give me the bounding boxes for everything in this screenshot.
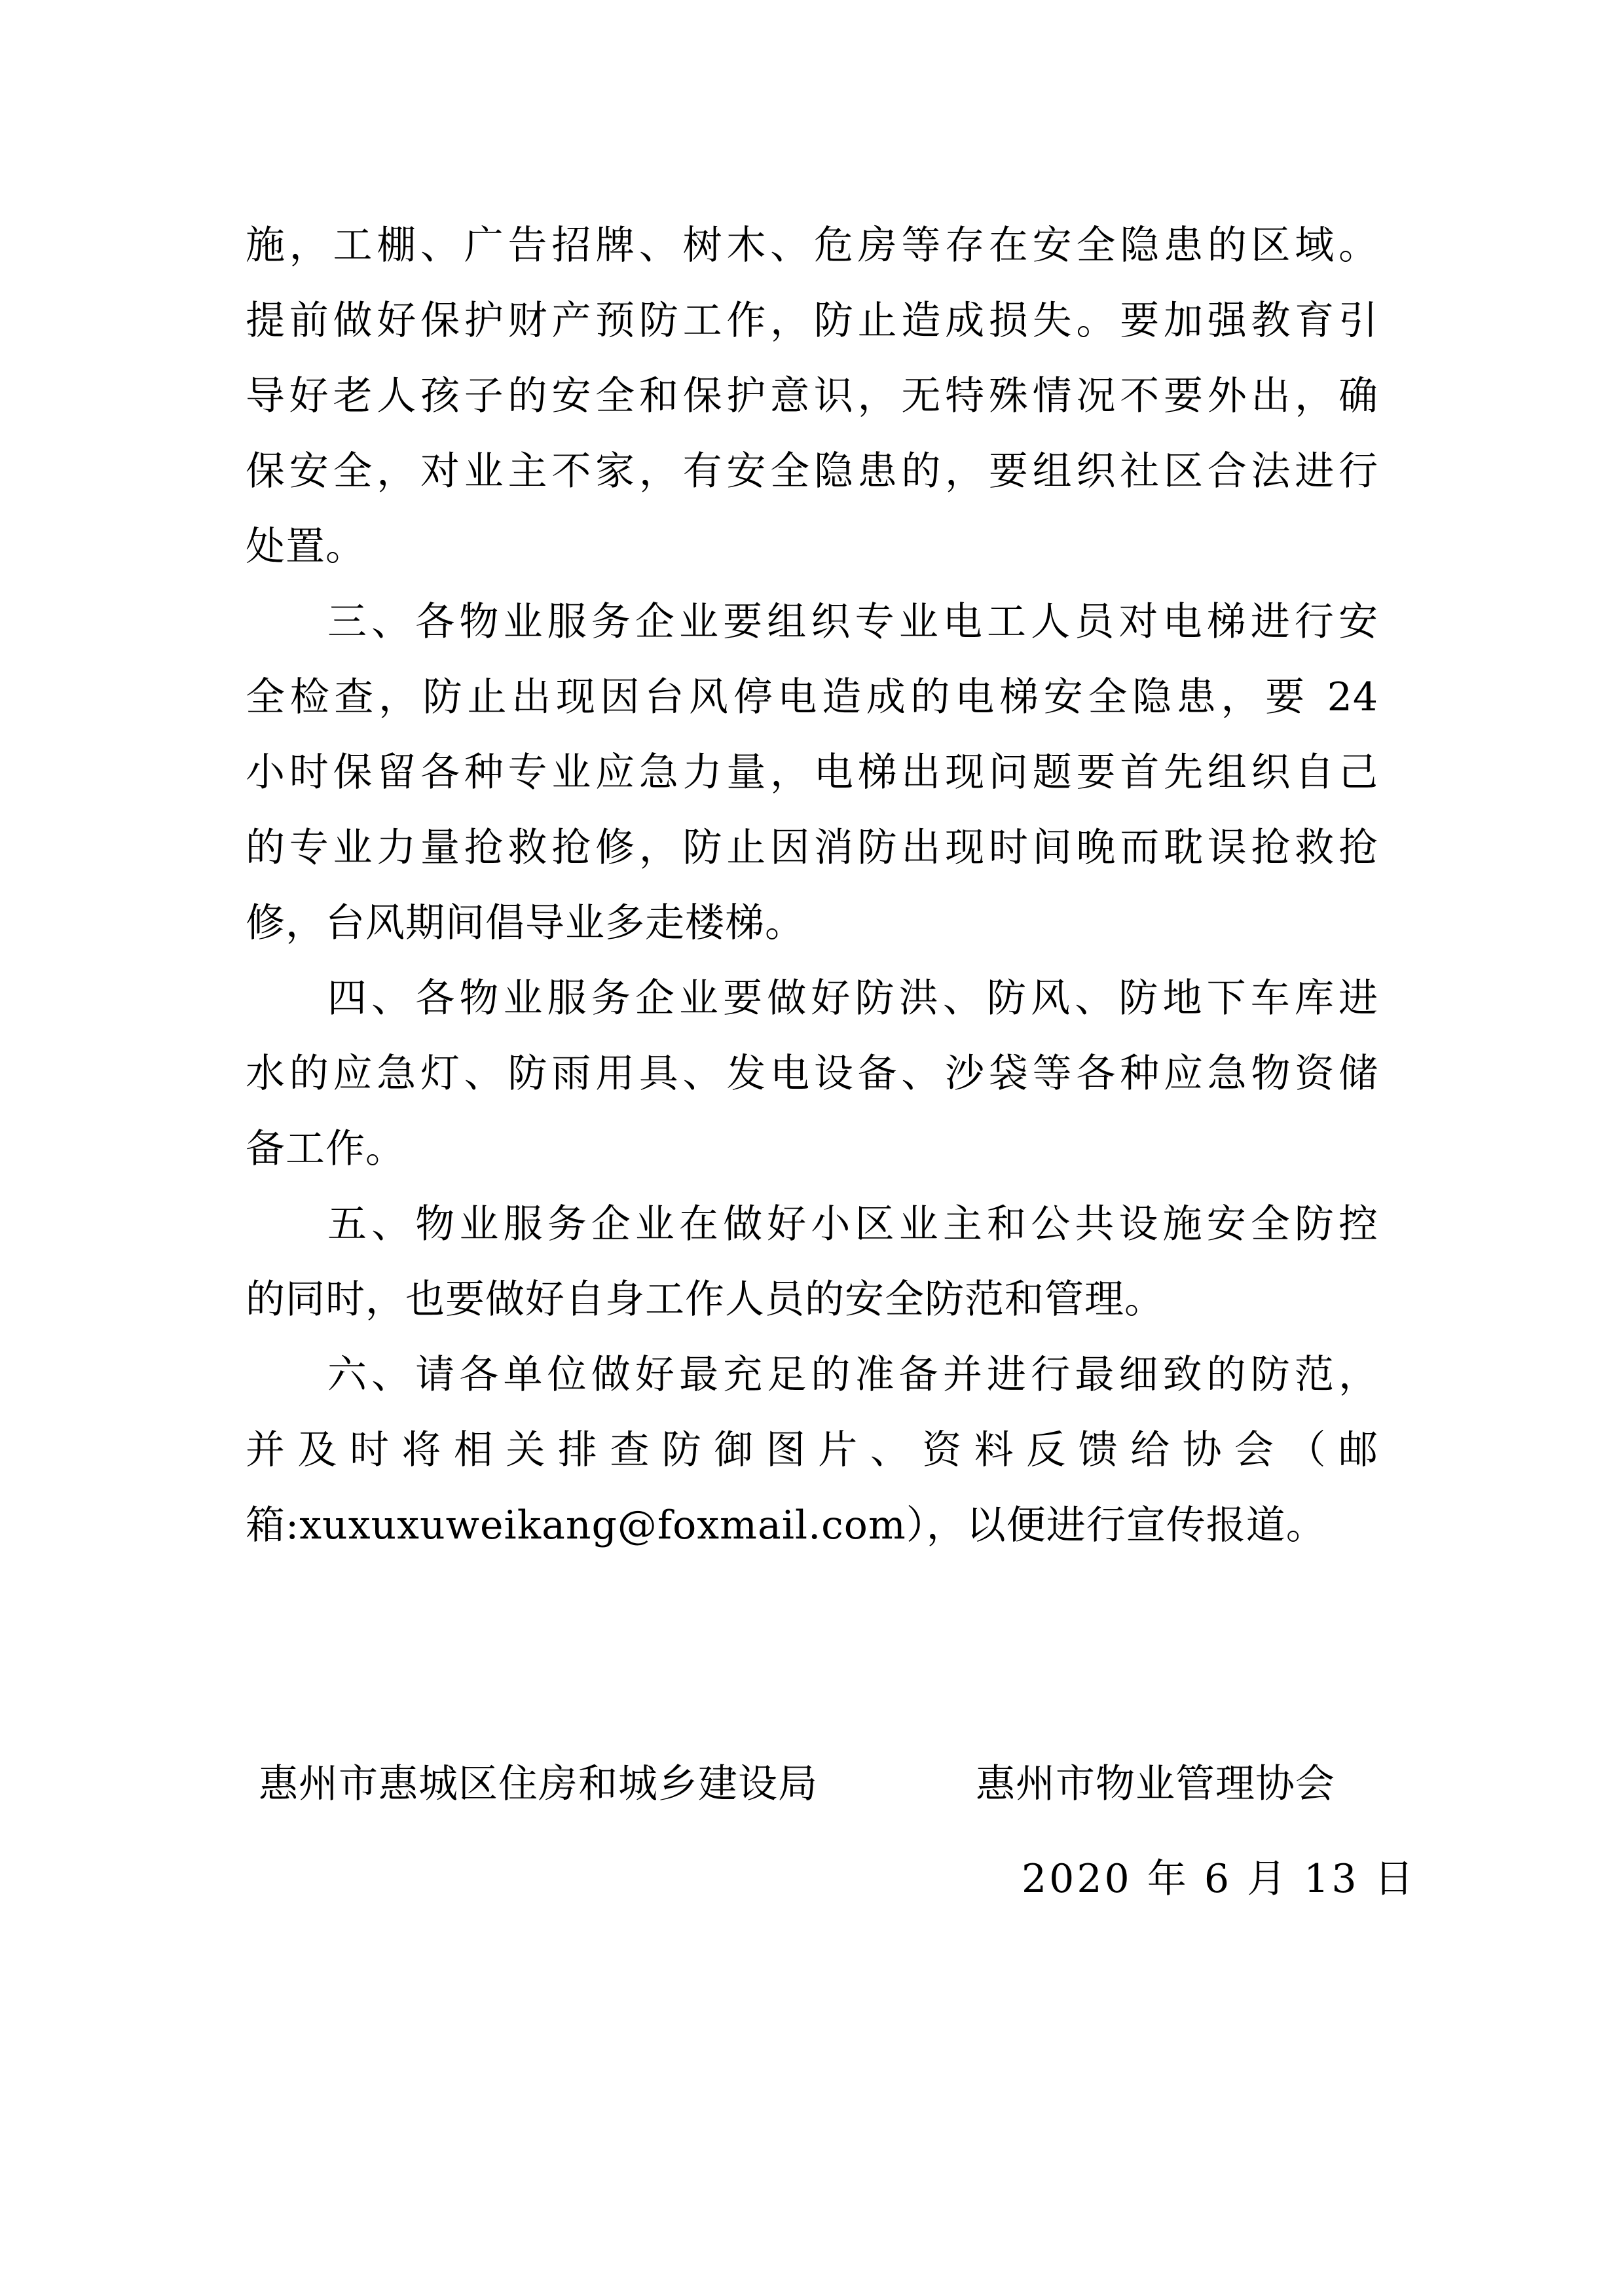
paragraph-line: 三、各物业服务企业要组织专业电工人员对电梯进行安 xyxy=(327,599,1378,645)
paragraph-line: 箱:xuxuxuweikang@foxmail.com），以便进行宣传报道。 xyxy=(246,1503,1326,1548)
paragraph-line: 施，工棚、广告招牌、树木、危房等存在安全隐患的区域。 xyxy=(246,223,1378,268)
paragraph-line: 四、各物业服务企业要做好防洪、防风、防地下车库进 xyxy=(327,975,1378,1021)
paragraph-line: 并及时将相关排查防御图片、资料反馈给协会（邮 xyxy=(246,1427,1378,1473)
paragraph-line: 小时保留各种专业应急力量，电梯出现问题要首先组织自己 xyxy=(246,750,1378,795)
paragraph-line: 水的应急灯、防雨用具、发电设备、沙袋等各种应急物资储 xyxy=(246,1051,1378,1097)
signature-org-left: 惠州市惠城区住房和城乡建设局 xyxy=(259,1761,818,1807)
paragraph-line: 修，台风期间倡导业多走楼梯。 xyxy=(246,900,805,946)
paragraph-line: 五、物业服务企业在做好小区业主和公共设施安全防控 xyxy=(327,1201,1378,1247)
signature-org-right: 惠州市物业管理协会 xyxy=(976,1761,1335,1807)
paragraph-line: 导好老人孩子的安全和保护意识，无特殊情况不要外出，确 xyxy=(246,373,1378,419)
paragraph-line: 六、请各单位做好最充足的准备并进行最细致的防范， xyxy=(327,1352,1378,1398)
paragraph-line: 全检查，防止出现因台风停电造成的电梯安全隐患，要 24 xyxy=(246,674,1378,720)
paragraph-line: 保安全，对业主不家，有安全隐患的，要组织社区合法进行 xyxy=(246,448,1378,494)
paragraph-line: 处置。 xyxy=(246,524,365,570)
paragraph-line: 的专业力量抢救抢修，防止因消防出现时间晚而耽误抢救抢 xyxy=(246,825,1378,871)
paragraph-line: 备工作。 xyxy=(246,1126,405,1172)
paragraph-line: 提前做好保护财产预防工作，防止造成损失。要加强教育引 xyxy=(246,298,1378,344)
signature-date: 2020 年 6 月 13 日 xyxy=(1022,1856,1416,1902)
paragraph-line: 的同时，也要做好自身工作人员的安全防范和管理。 xyxy=(246,1277,1164,1322)
